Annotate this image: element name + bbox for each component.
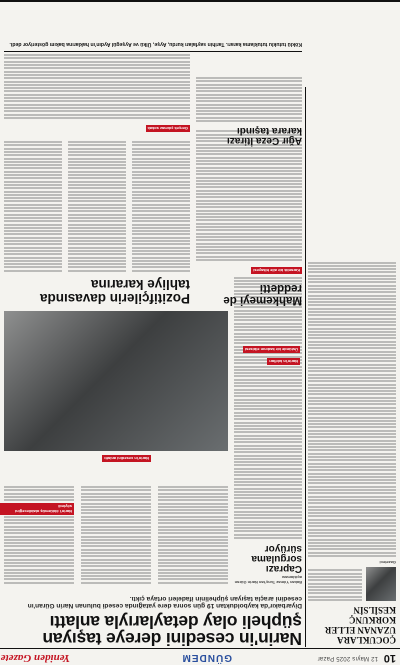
sidebar-text-a [308,569,362,601]
main-body-col1 [158,485,228,585]
story-two-headline: Caprazı sorgulama sürüyor [251,543,302,574]
columnist-photo [366,567,396,601]
story-two-text [234,277,302,539]
main-body-col2 [81,485,151,585]
columnist-caption: Gazeteci [379,560,396,565]
column-divider [305,87,306,647]
news-photo [4,311,228,451]
story-three-highlight: Karanlık bir aile hikayesi [253,268,300,273]
story-five-headline: Pozitifçilerin davasında tahliye kararına [39,277,190,306]
story-two [234,275,302,585]
story-three-headline: Mahkemeyi de reddetti [223,282,302,306]
story-five-col3 [4,140,62,273]
sidebar-column [308,260,396,645]
sidebar-headline: ÇOCUKLARA UZANAN ELLER KORKUNÇ KESİLSİN [324,605,396,645]
main-highlight-3: Narin'in kılıfları [269,359,298,364]
story-five-columns [4,140,190,273]
issue-date: 12 Mayıs 2025 Pazar [317,655,378,661]
story-five [4,53,190,305]
main-highlight-4: Üstünde bir kadının elbisesi [244,347,298,352]
main-highlight-2: Narin'i öldürmüş olabileceğini söyledi [0,503,74,515]
page-header [0,648,400,665]
bottom-deck: Köklü tutuklu tutuklama kararı. Tarihin sayfaları kurdu, Ayşe, Ülkü ve Ayşegül Aydın'ın haklarına bakım gösteriyor dedi. [9,41,302,47]
story-five-text-tail [4,54,190,119]
story-five-highlight: Gerçek çıkmaz sokak [147,125,188,131]
brand-logo: Yeniden Gazete [0,652,70,664]
story-two-byline: Bakan Yılmaz Tunç'tan Narin Güran açıklaması [234,575,302,585]
main-body [4,485,228,585]
footer-rule [0,1,400,3]
story-four-headline: Ağır Ceza İtirazı karara taşındı [226,125,302,146]
story-three [196,129,302,305]
story-five-col1 [132,140,190,273]
story-four [196,76,302,145]
main-body-col3 [4,485,74,585]
sidebar-text-b [308,262,396,557]
story-three-text [196,130,302,261]
story-four-text [196,77,302,122]
page-number: 10 [383,652,396,664]
main-highlight-1: Narin'in cesedini anlattı [104,456,149,461]
main-headline: Narin'in cesedini dereye taşıyan şüpheli olay detaylarıyla anlattı [42,612,302,649]
section-name: GÜNDEM [181,652,232,663]
main-deck: Diyarbakır'da kaybolduktan 19 gün sonra dere yatağında cesedi bulunan Narin Güran'ın cesedini araçla taşıyan şüphelinin ifadeleri ortaya çıktı. [27,594,302,609]
story-five-col2 [68,140,126,273]
bottom-rule [4,51,302,52]
